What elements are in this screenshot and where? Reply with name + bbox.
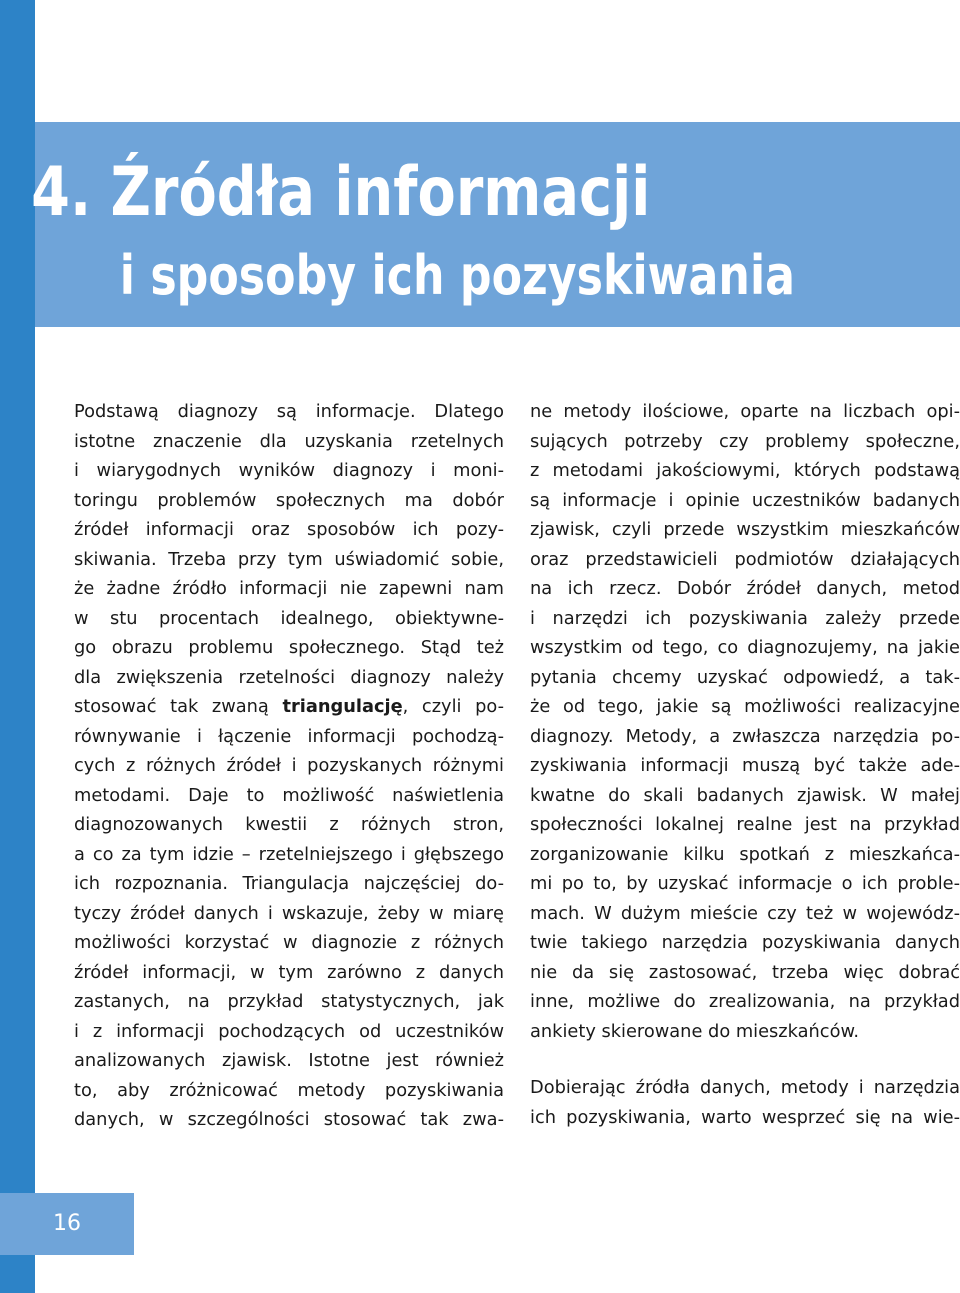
text-fragment: stosować tak zwaną [74, 696, 283, 717]
text-line: mach. W dużym mieście czy też w wojewódz- [530, 902, 960, 924]
page-number: 16 [53, 1211, 81, 1236]
chapter-title: 4. Źródła informacji [31, 153, 651, 232]
text-line: twie takiego narzędzia pozyskiwania danych [530, 932, 960, 953]
text-line: w stu procentach idealnego, obiektywne- [74, 607, 504, 629]
text-fragment: , czyli po- [402, 696, 504, 717]
bold-term-triangulation: triangulację [282, 696, 403, 717]
text-line: ich rozpoznania. Triangulacja najczęściej do- [74, 873, 504, 894]
text-line: i z informacji pochodzących od uczestników [74, 1020, 504, 1042]
text-line: danych, w szczególności stosować tak zwa- [74, 1109, 504, 1130]
chapter-subtitle: i sposoby ich pozyskiwania [119, 244, 796, 307]
left-column [74, 397, 504, 1135]
text-line: społeczności lokalnej realne jest na przykład [530, 814, 960, 835]
text-line: z metodami jakościowymi, których podstawą [530, 460, 960, 481]
text-line: to, aby zróżnicować metody pozyskiwania [74, 1079, 504, 1101]
text-line: zorganizowanie kilku spotkań z mieszkańca- [530, 843, 960, 865]
text-line: zastanych, na przykład statystycznych, jak [74, 991, 504, 1012]
text-line: źródeł informacji oraz sposobów ich pozy- [74, 519, 504, 540]
text-line: istotne znaczenie dla uzyskania rzetelnych [74, 430, 504, 452]
text-line: skiwania. Trzeba przy tym uświadomić sobie, [74, 548, 504, 570]
text-line: możliwości korzystać w diagnozie z różnych [74, 932, 504, 953]
text-line: nie da się zastosować, trzeba więc dobrać [530, 961, 960, 983]
right-paragraph-1 [530, 397, 960, 1046]
text-line: diagnozowanych kwestii z różnych stron, [74, 814, 504, 835]
page-number-badge [0, 1193, 134, 1255]
text-line-with-term [74, 692, 504, 722]
right-paragraph-2 [530, 1073, 960, 1132]
text-line: że od tego, jakie są możliwości realizacyjne [530, 696, 960, 717]
text-line: oraz przedstawicieli podmiotów działających [530, 548, 960, 570]
text-line: ich pozyskiwania, warto wesprzeć się na wie- [530, 1106, 960, 1128]
text-line: tyczy źródeł danych i wskazuje, żeby w miarę [74, 902, 504, 924]
text-line: Podstawą diagnozy są informacje. Dlatego [74, 401, 504, 422]
text-line: na ich rzecz. Dobór źródeł danych, metod [530, 578, 960, 599]
text-line: go obrazu problemu społecznego. Stąd też [74, 637, 504, 658]
text-line: cych z różnych źródeł i pozyskanych różnymi [74, 755, 504, 776]
text-line: i narzędzi ich pozyskiwania zależy przede [530, 607, 960, 629]
text-line: ankiety skierowane do mieszkańców. [530, 1020, 860, 1042]
text-line: mi po to, by uzyskać informacje o ich proble- [530, 873, 960, 894]
text-line: toringu problemów społecznych ma dobór [74, 489, 504, 511]
text-line: a co za tym idzie – rzetelniejszego i głębszego [74, 843, 504, 865]
text-line: równywanie i łączenie informacji pochodzą- [74, 725, 504, 747]
text-line: wszystkim od tego, co diagnozujemy, na jakie [530, 637, 960, 658]
text-line: kwatne do skali badanych zjawisk. W małej [530, 784, 960, 806]
text-line: sujących potrzeby czy problemy społeczne, [530, 430, 960, 452]
text-line: że żadne źródło informacji nie zapewni nam [74, 578, 504, 599]
text-line: zjawisk, czyli przede wszystkim mieszkańców [530, 519, 960, 540]
text-line: Dobierając źródła danych, metody i narzędzia [530, 1077, 960, 1098]
left-paragraph [74, 397, 504, 1135]
right-column [530, 397, 960, 1132]
paragraph-gap [530, 1046, 960, 1073]
text-line: ne metody ilościowe, oparte na liczbach opi- [530, 401, 960, 422]
text-line: diagnozy. Metody, a zwłaszcza narzędzia po- [530, 725, 960, 747]
text-line: źródeł informacji, w tym zarówno z danych [74, 961, 504, 983]
text-line: analizowanych zjawisk. Istotne jest również [74, 1050, 504, 1071]
text-line: są informacje i opinie uczestników badanych [530, 489, 960, 511]
text-line: dla zwiększenia rzetelności diagnozy należy [74, 666, 504, 688]
text-line: pytania chcemy uzyskać odpowiedź, a tak- [530, 666, 960, 688]
text-line: i wiarygodnych wyników diagnozy i moni- [74, 460, 504, 481]
text-line: zyskiwania informacji muszą być także ade- [530, 755, 960, 776]
text-line: inne, możliwe do zrealizowania, na przykład [530, 991, 960, 1012]
text-line: metodami. Daje to możliwość naświetlenia [74, 784, 504, 806]
